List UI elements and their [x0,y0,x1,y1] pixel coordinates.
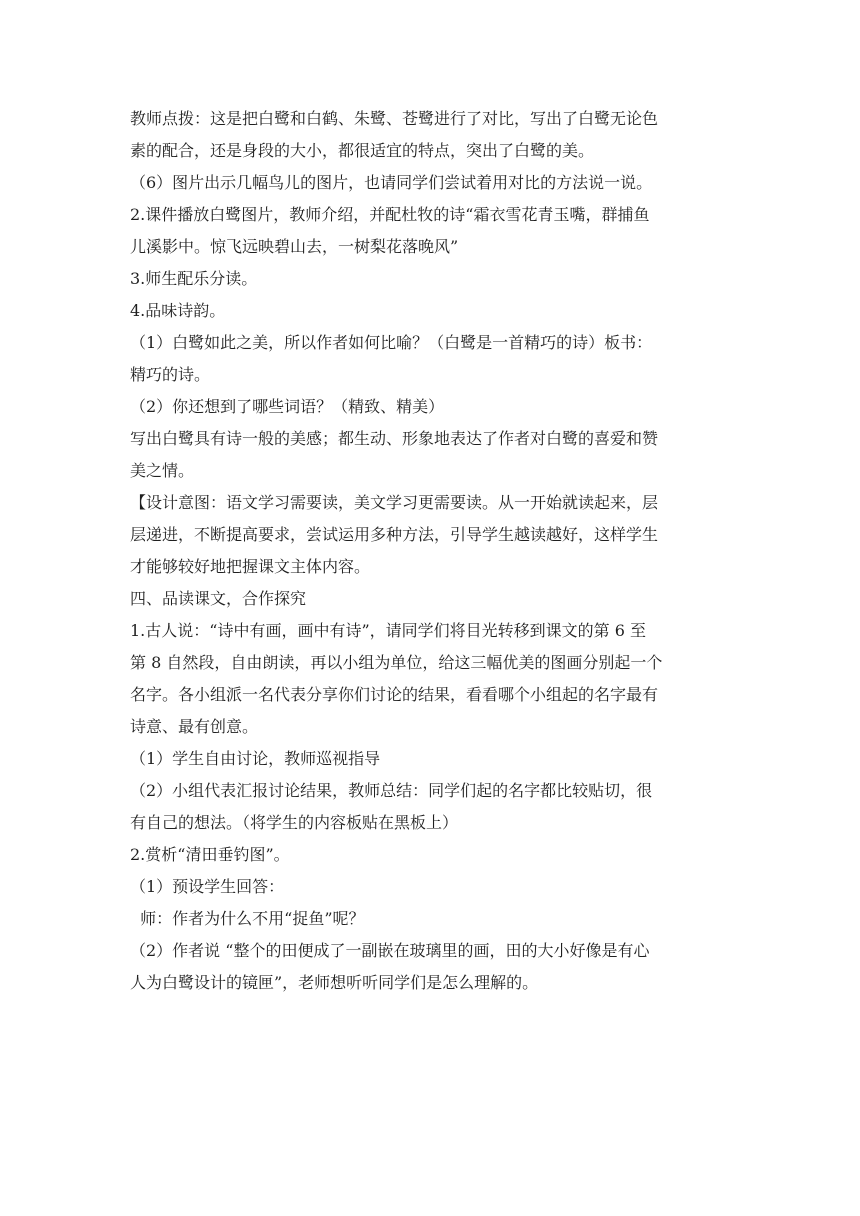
paragraph-teacher-guidance [130,103,730,167]
paragraph-courseware-poem [130,199,730,263]
paragraph-group-report [130,775,730,839]
text-line: 诗意、最有创意。 [130,717,259,736]
text-line: 4.品味诗韵。 [130,301,226,320]
paragraph-summary [130,423,730,487]
paragraph-ancient-saying [130,615,730,743]
text-line: 精巧的诗。 [130,365,211,384]
paragraph-appreciate-poetry [130,295,730,327]
text-line: 美之情。 [130,461,195,480]
paragraph-music-reading [130,263,730,295]
text-line: 2.赏析“清田垂钓图”。 [130,845,290,864]
text-line: 3.师生配乐分读。 [130,269,258,288]
text-line: （1）预设学生回答： [130,877,285,896]
text-line: 1.古人说：“诗中有画，画中有诗”，请同学们将目光转移到课文的第 6 至 [130,621,646,640]
text-line: 写出白鹭具有诗一般的美感；都生动、形象地表达了作者对白鹭的喜爱和赞 [130,429,659,448]
text-line: （2）作者说 “整个的田便成了一副嵌在玻璃里的画，田的大小好像是有心 [130,941,650,960]
text-line: 【设计意图：语文学习需要读，美文学习更需要读。从一开始就读起来，层 [130,493,659,512]
text-line: （2）你还想到了哪些词语？（精致、精美） [130,397,445,416]
paragraph-free-discussion [130,743,730,775]
text-line: 第 8 自然段，自由朗读，再以小组为单位，给这三幅优美的图画分别起一个 [130,653,663,672]
text-line: 教师点拨：这是把白鹭和白鹤、朱鹭、苍鹭进行了对比，写出了白鹭无论色 [130,109,659,128]
text-line: 人为白鹭设计的镜匣”，老师想听听同学们是怎么理解的。 [130,973,539,992]
paragraph-metaphor-question [130,327,730,391]
text-line: 名字。各小组派一名代表分享你们讨论的结果，看看哪个小组起的名字最有 [130,685,659,704]
text-line: 师：作者为什么不用“捉鱼”呢？ [130,909,365,928]
text-line: （1）白鹭如此之美，所以作者如何比喻？（白鹭是一首精巧的诗）板书： [130,333,653,352]
paragraph-step-6 [130,167,730,199]
paragraph-analysis-title [130,839,730,871]
document-body [130,103,730,999]
text-line: 有自己的想法。（将学生的内容板贴在黑板上） [130,813,459,832]
text-line: 才能够较好地把握课文主体内容。 [130,557,371,576]
text-line: 层递进，不断提高要求，尝试运用多种方法，引导学生越读越好，这样学生 [130,525,659,544]
paragraph-words-question [130,391,730,423]
text-line: （2）小组代表汇报讨论结果，教师总结：同学们起的名字都比较贴切，很 [130,781,653,800]
paragraph-teacher-question [130,903,730,935]
text-line: 四、品读课文，合作探究 [130,589,307,608]
text-line: （6）图片出示几幅鸟儿的图片，也请同学们尝试着用对比的方法说一说。 [130,173,653,192]
text-line: 儿溪影中。惊飞远映碧山去，一树梨花落晚风” [130,237,459,256]
section-heading [130,583,730,615]
text-line: 2.课件播放白鹭图片，教师介绍，并配杜牧的诗“霜衣雪花青玉嘴，群捕鱼 [130,205,650,224]
text-line: （1）学生自由讨论，教师巡视指导 [130,749,381,768]
paragraph-preset-answer [130,871,730,903]
paragraph-design-intent [130,487,730,583]
text-line: 素的配合，还是身段的大小，都很适宜的特点，突出了白鹭的美。 [130,141,595,160]
paragraph-author-quote [130,935,730,999]
